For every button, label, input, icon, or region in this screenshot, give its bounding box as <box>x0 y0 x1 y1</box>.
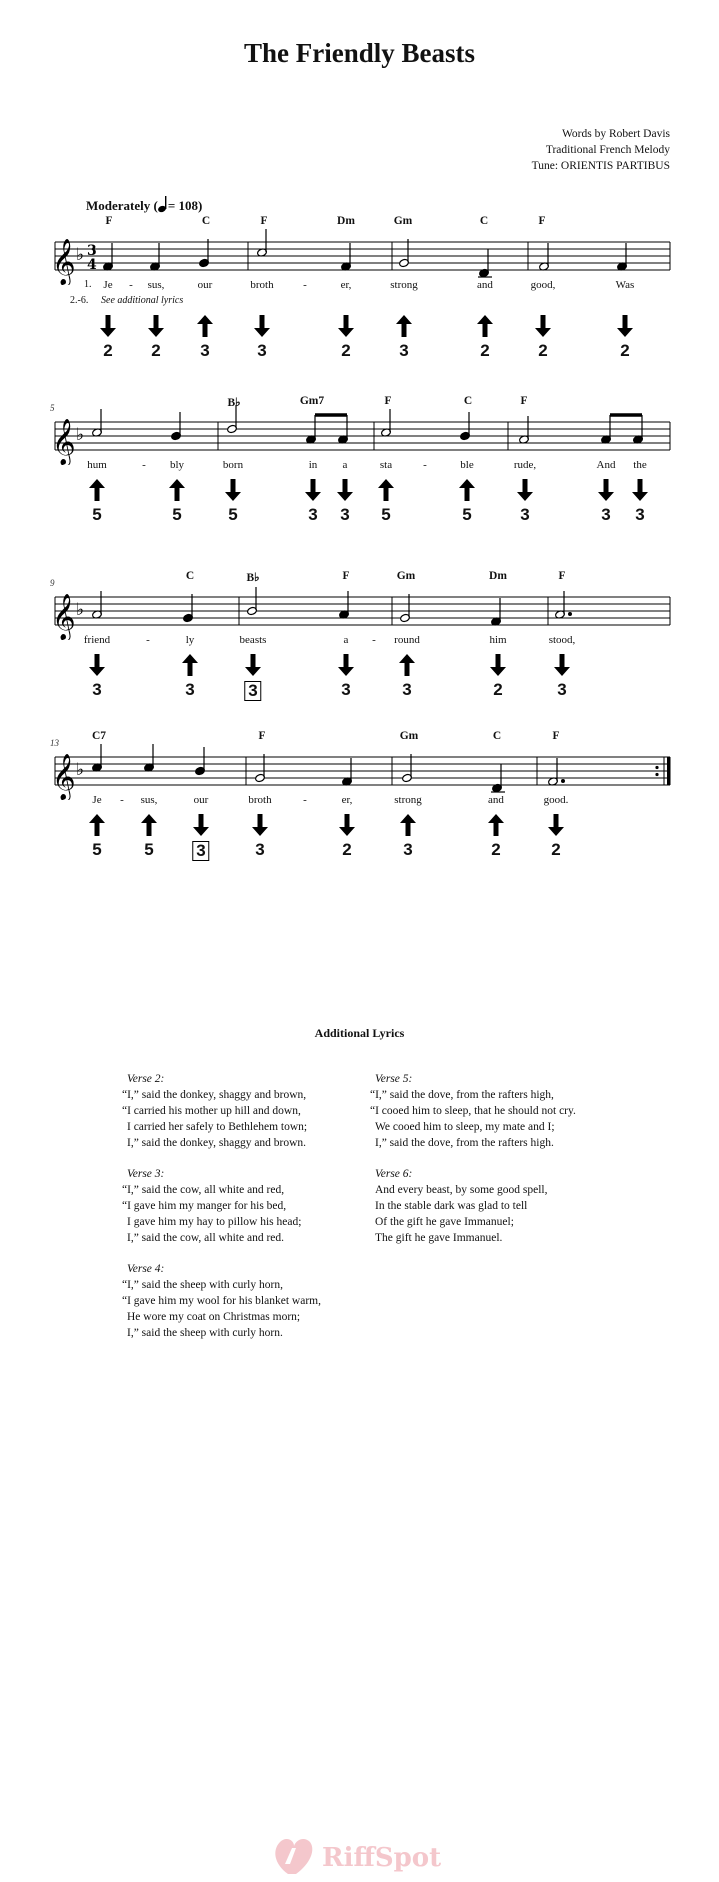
draw-arrow-down-icon <box>148 315 164 341</box>
draw-arrow-down-icon <box>598 479 614 505</box>
harmonica-hole-number: 5 <box>381 505 391 524</box>
blow-arrow-up-icon <box>399 654 415 680</box>
harmonica-hole-number: 5 <box>92 505 102 524</box>
harmonica-hole-number: 3 <box>601 505 611 524</box>
credits <box>532 126 670 174</box>
harmonica-hole-number: 2 <box>491 840 501 859</box>
chord-symbol: F <box>384 395 392 407</box>
svg-text:4: 4 <box>87 257 97 273</box>
lyric-syllable: round <box>394 634 420 646</box>
harmonica-hole-number: 2 <box>341 341 351 360</box>
lyric-line: “I,” said the sheep with curly horn, <box>122 1279 283 1291</box>
chord-symbol: C <box>492 730 502 742</box>
lyric-syllable: a <box>342 459 348 471</box>
flat-icon: ♭ <box>76 245 85 265</box>
lyric-line: The gift he gave Immanuel. <box>375 1232 503 1244</box>
blow-arrow-up-icon <box>89 479 105 505</box>
harmonica-hole-number: 3 <box>635 505 645 524</box>
lyric-syllable: Je <box>103 279 113 291</box>
tempo-label: Moderately <box>86 198 151 213</box>
lyric-line: Of the gift he gave Immanuel; <box>375 1216 514 1228</box>
draw-arrow-down-icon <box>548 814 564 840</box>
lyric-syllable: stood, <box>548 634 576 646</box>
harmonica-hole-number: 3 <box>255 840 265 859</box>
chord-symbol: C <box>185 570 195 582</box>
treble-clef-icon: 𝄞 <box>52 594 76 640</box>
harmonica-hole-number: 5 <box>462 505 472 524</box>
draw-arrow-down-icon <box>554 654 570 680</box>
harmonica-hole-number: 2 <box>493 680 503 699</box>
lyric-hyphen: - <box>303 794 307 806</box>
lyric-line: He wore my coat on Christmas morn; <box>127 1311 301 1323</box>
lyric-syllable: rude, <box>513 459 537 471</box>
lyric-line: I,” said the dove, from the rafters high. <box>375 1137 554 1149</box>
credit-tune: Tune: ORIENTIS PARTIBUS <box>531 160 670 172</box>
lyric-syllable: him <box>489 634 507 646</box>
lyric-syllable: good. <box>543 794 569 806</box>
chord-symbol: B♭ <box>227 397 241 409</box>
harmonica-hole-number: 3 <box>257 341 267 360</box>
verse-range: 2.-6. <box>70 295 89 306</box>
staff-2 <box>0 395 719 465</box>
lyric-syllable: broth <box>250 279 274 291</box>
lyric-syllable: born <box>222 459 244 471</box>
lyric-syllable: sus, <box>147 279 165 291</box>
lyric-syllable: hum <box>87 459 107 471</box>
verse-block <box>122 1166 301 1246</box>
lyric-line: “I,” said the donkey, shaggy and brown, <box>122 1089 307 1101</box>
draw-arrow-down-icon <box>193 814 209 840</box>
lyric-syllable: and <box>488 794 504 806</box>
blow-arrow-up-icon <box>488 814 504 840</box>
verse-block <box>122 1261 321 1341</box>
draw-arrow-down-icon <box>100 315 116 341</box>
harmonica-hole-number: 3 <box>92 680 102 699</box>
lyric-syllable: sta <box>379 459 393 471</box>
svg-text:3: 3 <box>87 243 97 259</box>
blow-arrow-up-icon <box>400 814 416 840</box>
lyric-line: In the stable dark was glad to tell <box>375 1200 528 1212</box>
harmonica-hole-number: 3 <box>192 841 209 861</box>
draw-arrow-down-icon <box>89 654 105 680</box>
flat-icon: ♭ <box>76 760 85 780</box>
riffspot-logo-icon <box>270 1834 450 1878</box>
tempo-bpm: = 108 <box>167 198 199 213</box>
harmonica-hole-number: 2 <box>538 341 548 360</box>
harmonica-hole-number: 3 <box>185 680 195 699</box>
lyric-line: “I,” said the dove, from the rafters high, <box>370 1089 554 1101</box>
lyric-line: I gave him my hay to pillow his head; <box>127 1216 302 1228</box>
lyric-hyphen: - <box>303 279 307 291</box>
verse-block <box>122 1071 307 1151</box>
harmonica-hole-number: 3 <box>403 840 413 859</box>
harmonica-hole-number: 3 <box>557 680 567 699</box>
treble-clef-icon: 𝄞 <box>52 754 76 800</box>
harmonica-hole-number: 3 <box>520 505 530 524</box>
blow-arrow-up-icon <box>182 654 198 680</box>
draw-arrow-down-icon <box>338 654 354 680</box>
measure-number: 9 <box>50 578 55 588</box>
lyric-line: “I gave him my wool for his blanket warm, <box>122 1295 321 1307</box>
lyric-line: And every beast, by some good spell, <box>375 1184 548 1196</box>
verse-number: 1. <box>84 279 92 290</box>
verse-title: Verse 3: <box>127 1168 165 1180</box>
lyric-line: I carried her safely to Bethlehem town; <box>127 1121 308 1133</box>
harmonica-hole-number: 5 <box>92 840 102 859</box>
lyric-syllable: bly <box>169 459 185 471</box>
chord-symbol: F <box>538 215 546 227</box>
treble-clef-icon: 𝄞 <box>52 419 76 465</box>
see-additional-lyrics: See additional lyrics <box>101 295 184 306</box>
lyric-line: “I cooed him to sleep, that he should not cry. <box>370 1105 576 1117</box>
chord-symbol: Dm <box>337 215 355 227</box>
lyric-syllable: And <box>596 459 616 471</box>
lyric-syllable: our <box>193 794 209 806</box>
riffspot-logo[interactable] <box>0 1834 719 1882</box>
lyric-syllable: ly <box>185 634 195 646</box>
harmonica-hole-number: 2 <box>103 341 113 360</box>
harmonica-hole-number: 2 <box>551 840 561 859</box>
lyric-line: We cooed him to sleep, my mate and I; <box>375 1121 555 1133</box>
measure-number: 13 <box>50 738 59 748</box>
harmonica-hole-number: 5 <box>172 505 182 524</box>
chord-symbol: F <box>520 395 528 407</box>
lyric-syllable: and <box>477 279 493 291</box>
blow-arrow-up-icon <box>89 814 105 840</box>
lyric-syllable: a <box>343 634 349 646</box>
harmonica-hole-number: 5 <box>144 840 154 859</box>
harmonica-tab-row <box>0 479 719 529</box>
lyric-line: “I gave him my manger for his bed, <box>122 1200 287 1212</box>
flat-icon: ♭ <box>76 600 85 620</box>
lyric-syllable: sus, <box>140 794 158 806</box>
harmonica-hole-number: 3 <box>244 681 261 701</box>
lyric-line: I,” said the sheep with curly horn. <box>127 1327 283 1339</box>
blow-arrow-up-icon <box>169 479 185 505</box>
chord-symbol: F <box>258 730 266 742</box>
lyric-syllable: strong <box>394 794 422 806</box>
quarter-note-icon <box>158 196 168 213</box>
verse-title: Verse 4: <box>127 1263 165 1275</box>
harmonica-hole-number: 3 <box>340 505 350 524</box>
lyric-syllable: beasts <box>239 634 267 646</box>
lyric-line: I,” said the donkey, shaggy and brown. <box>127 1137 307 1149</box>
chord-symbol: Gm <box>396 570 416 582</box>
system-1 <box>0 215 719 360</box>
harmonica-hole-number: 3 <box>402 680 412 699</box>
chord-symbol: C7 <box>91 730 107 742</box>
draw-arrow-down-icon <box>337 479 353 505</box>
lyric-syllable: broth <box>248 794 272 806</box>
draw-arrow-down-icon <box>225 479 241 505</box>
draw-arrow-down-icon <box>338 315 354 341</box>
draw-arrow-down-icon <box>490 654 506 680</box>
harmonica-tab-row <box>0 315 719 365</box>
harmonica-hole-number: 3 <box>399 341 409 360</box>
tempo-marking: Moderately ( = 108) <box>86 198 203 213</box>
draw-arrow-down-icon <box>245 654 261 680</box>
lyric-hyphen: - <box>423 459 427 471</box>
harmonica-tab-row <box>0 814 719 864</box>
verse-block <box>370 1071 576 1151</box>
lyric-line: “I carried his mother up hill and down, <box>122 1105 301 1117</box>
lyric-syllable: the <box>633 459 647 471</box>
draw-arrow-down-icon <box>617 315 633 341</box>
lyric-syllable: er, <box>341 794 353 806</box>
draw-arrow-down-icon <box>535 315 551 341</box>
draw-arrow-down-icon <box>517 479 533 505</box>
chord-symbol: F <box>552 730 560 742</box>
draw-arrow-down-icon <box>305 479 321 505</box>
draw-arrow-down-icon <box>632 479 648 505</box>
chord-symbol: Gm <box>393 215 413 227</box>
lyric-syllable: in <box>308 459 318 471</box>
chord-symbol: Gm7 <box>299 395 325 407</box>
riffspot-logo-text: RiffSpot <box>321 1843 441 1873</box>
chord-symbol: C <box>463 395 473 407</box>
system-3 <box>0 570 719 710</box>
chord-symbol: F <box>260 215 268 227</box>
lyric-line: “I,” said the cow, all white and red, <box>122 1184 285 1196</box>
blow-arrow-up-icon <box>396 315 412 341</box>
verse-block <box>370 1166 547 1246</box>
system-2 <box>0 395 719 535</box>
lyric-syllable: our <box>197 279 213 291</box>
harmonica-hole-number: 3 <box>308 505 318 524</box>
chord-symbol: F <box>558 570 566 582</box>
blow-arrow-up-icon <box>378 479 394 505</box>
verse-title: Verse 6: <box>375 1168 413 1180</box>
verse-title: Verse 5: <box>375 1073 413 1085</box>
lyric-hyphen: - <box>142 459 146 471</box>
lyric-hyphen: - <box>372 634 376 646</box>
harmonica-hole-number: 3 <box>341 680 351 699</box>
staff-4 <box>0 730 719 800</box>
chord-symbol: C <box>201 215 211 227</box>
blow-arrow-up-icon <box>141 814 157 840</box>
lyric-syllable: strong <box>390 279 418 291</box>
harmonica-hole-number: 2 <box>151 341 161 360</box>
lyric-syllable: Was <box>615 279 635 291</box>
lyric-hyphen: - <box>146 634 150 646</box>
additional-lyrics-heading: Additional Lyrics <box>314 1026 405 1040</box>
chord-symbol: F <box>105 215 113 227</box>
draw-arrow-down-icon <box>254 315 270 341</box>
chord-symbol: Gm <box>399 730 419 742</box>
chord-symbol: F <box>342 570 350 582</box>
chord-symbol: C <box>479 215 489 227</box>
lyric-hyphen: - <box>120 794 124 806</box>
lyric-hyphen: - <box>129 279 133 291</box>
measure-number: 5 <box>50 403 55 413</box>
credit-melody: Traditional French Melody <box>545 144 670 156</box>
lyric-syllable: ble <box>460 459 474 471</box>
draw-arrow-down-icon <box>339 814 355 840</box>
lyric-syllable: friend <box>83 634 111 646</box>
lyric-syllable: good, <box>530 279 556 291</box>
harmonica-hole-number: 3 <box>200 341 210 360</box>
blow-arrow-up-icon <box>459 479 475 505</box>
harmonica-hole-number: 2 <box>620 341 630 360</box>
harmonica-tab-row <box>0 654 719 704</box>
credit-words: Words by Robert Davis <box>562 128 670 140</box>
lyric-line: I,” said the cow, all white and red. <box>127 1232 285 1244</box>
harmonica-hole-number: 2 <box>342 840 352 859</box>
harmonica-hole-number: 2 <box>480 341 490 360</box>
blow-arrow-up-icon <box>197 315 213 341</box>
chord-symbol: Dm <box>489 570 507 582</box>
lyric-syllable: Je <box>92 794 102 806</box>
chord-symbol: B♭ <box>246 572 260 584</box>
lyric-syllable: er, <box>340 279 352 291</box>
treble-clef-icon: 𝄞 <box>52 239 76 285</box>
system-4 <box>0 730 719 870</box>
staff-3 <box>0 570 719 640</box>
song-title: The Friendly Beasts <box>243 38 475 68</box>
flat-icon: ♭ <box>76 425 85 445</box>
verse-title: Verse 2: <box>127 1073 165 1085</box>
draw-arrow-down-icon <box>252 814 268 840</box>
blow-arrow-up-icon <box>477 315 493 341</box>
harmonica-hole-number: 5 <box>228 505 238 524</box>
